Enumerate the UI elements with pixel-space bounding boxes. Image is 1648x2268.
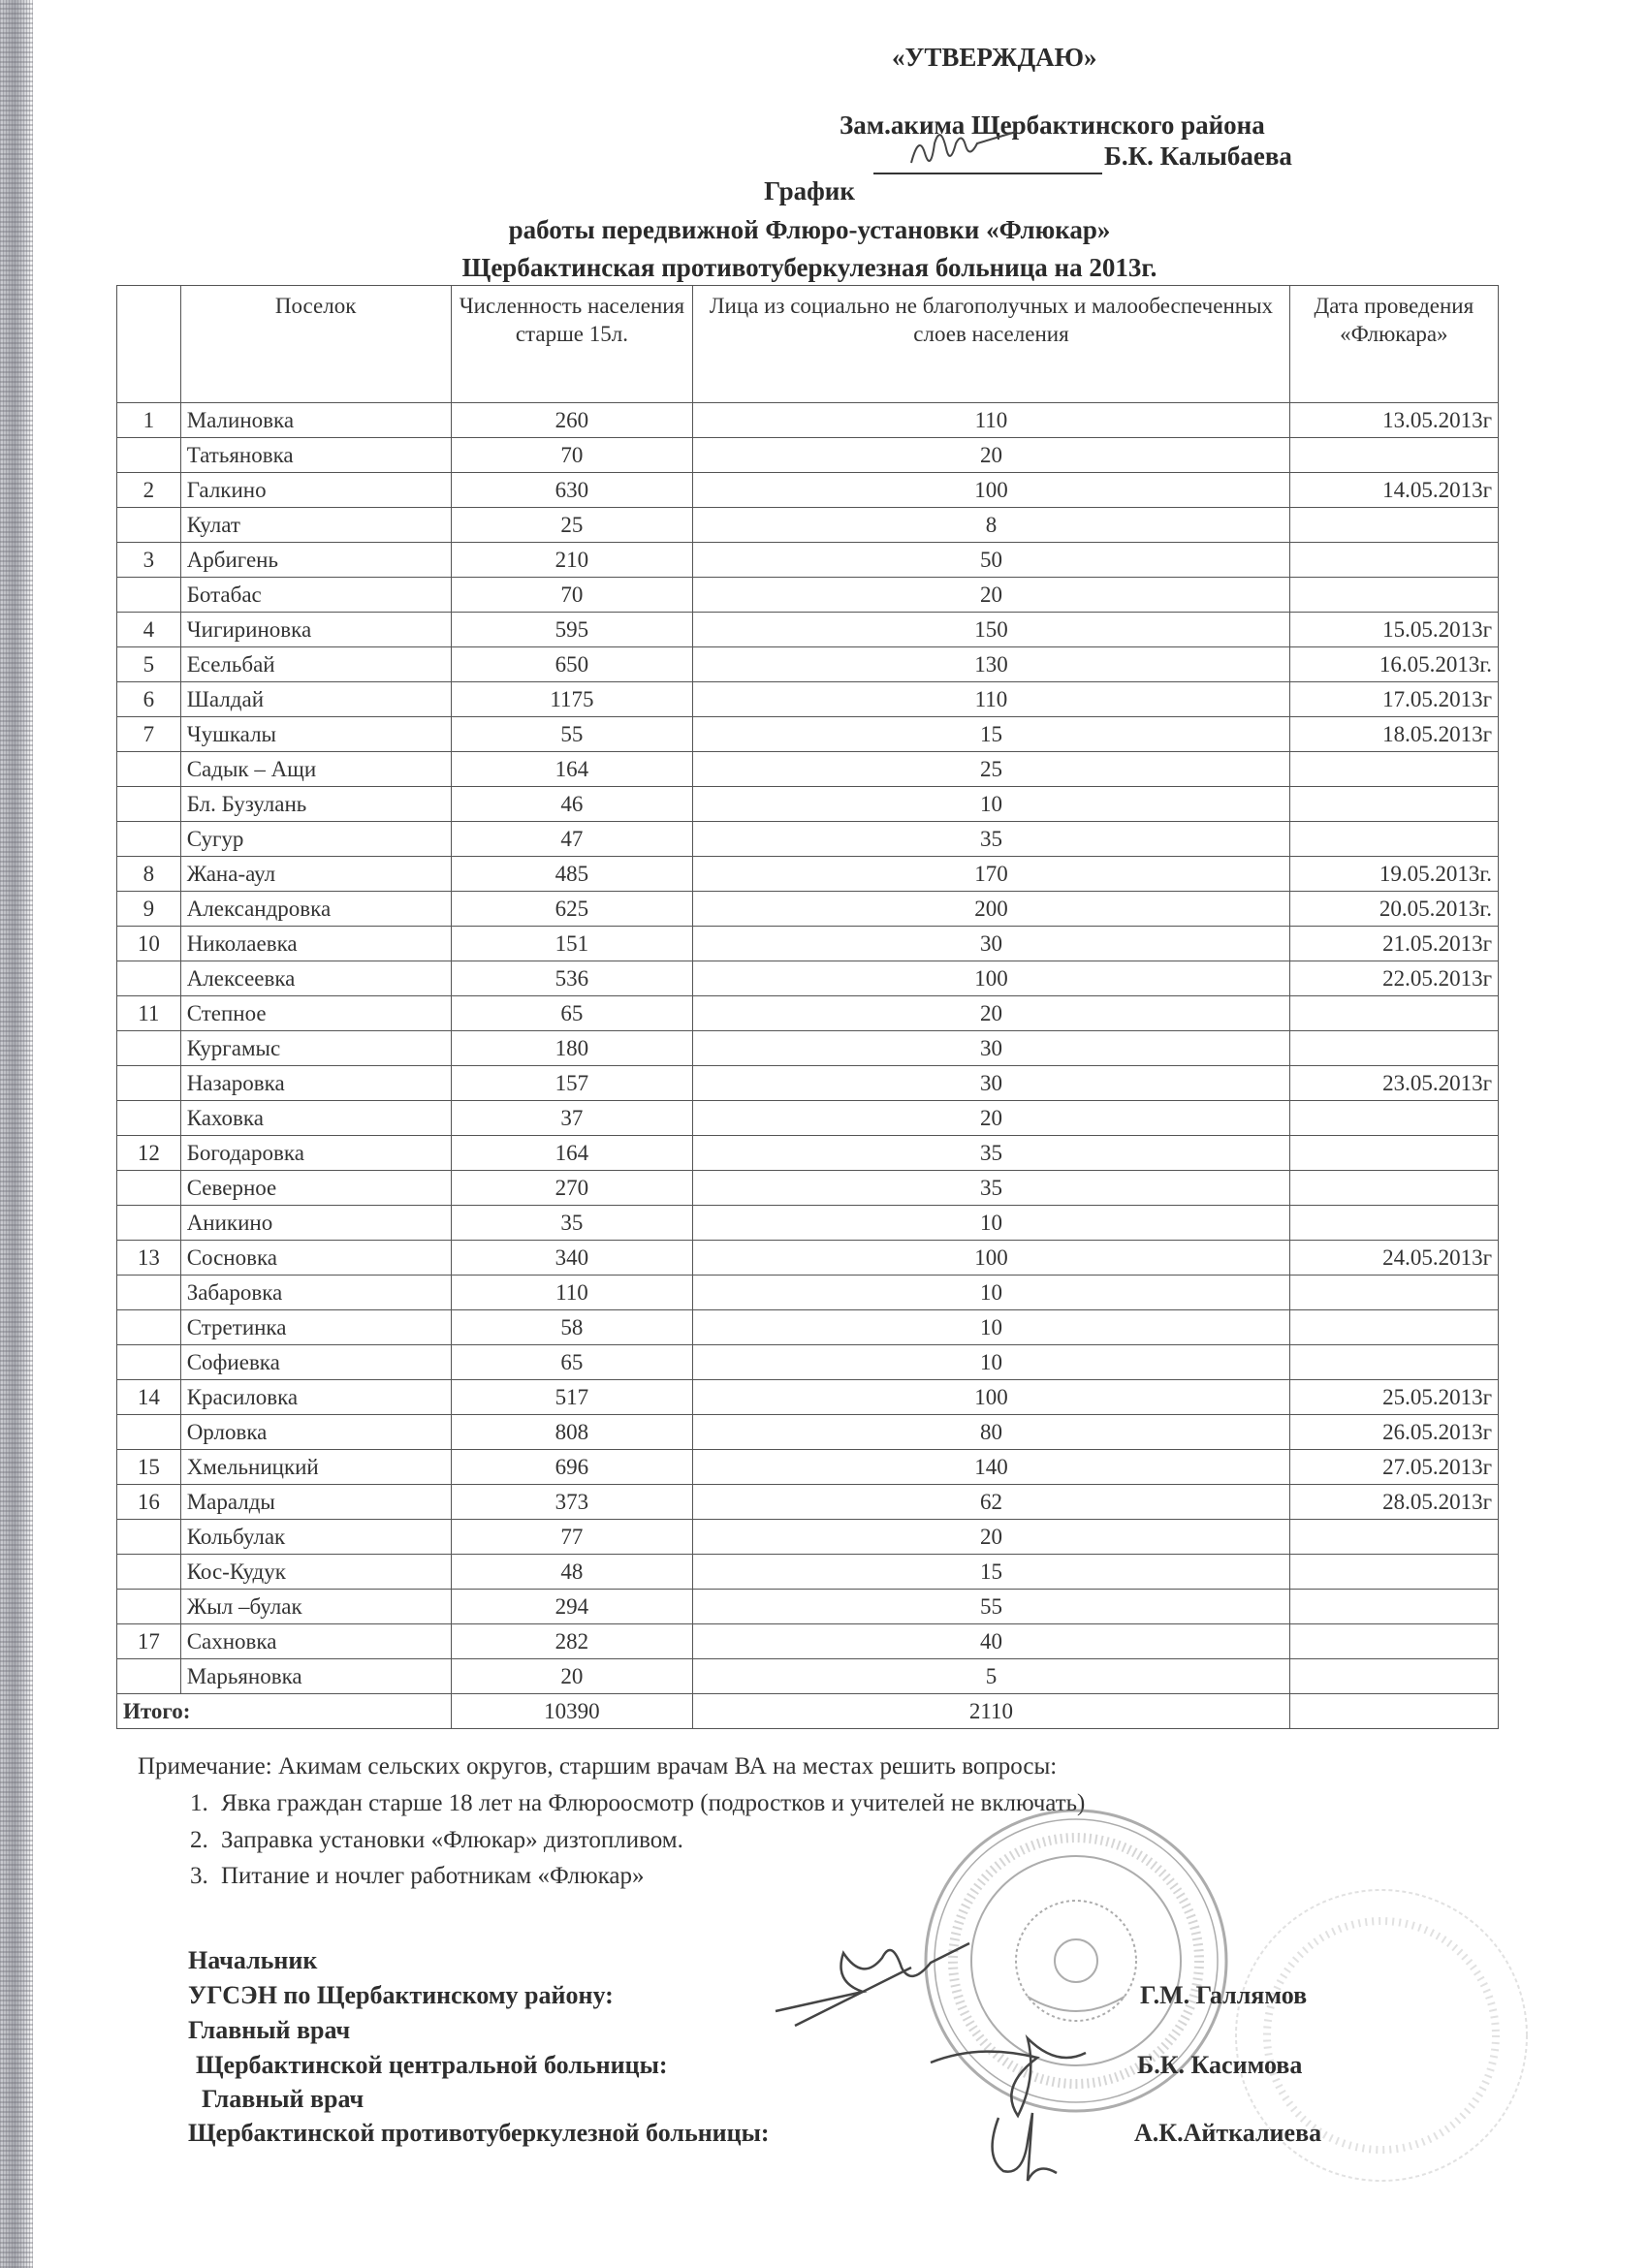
row-village: Алексеевка bbox=[180, 961, 451, 996]
table-row bbox=[117, 473, 1499, 508]
table-total-row bbox=[117, 1694, 1499, 1729]
signatory-2-name: Б.К. Касимова bbox=[1137, 2051, 1303, 2079]
row-number: 4 bbox=[117, 613, 181, 647]
row-date bbox=[1289, 1624, 1498, 1659]
note-item-1-marker: 1. bbox=[190, 1790, 208, 1816]
total-label: Итого: bbox=[117, 1694, 452, 1729]
row-date: 22.05.2013г bbox=[1289, 961, 1498, 996]
table-row bbox=[117, 1555, 1499, 1590]
row-social: 20 bbox=[693, 578, 1289, 613]
row-social: 40 bbox=[693, 1624, 1289, 1659]
row-social: 15 bbox=[693, 717, 1289, 752]
row-population: 485 bbox=[451, 857, 693, 892]
row-population: 650 bbox=[451, 647, 693, 682]
row-date bbox=[1289, 1310, 1498, 1345]
note-item-3: Питание и ночлег работникам «Флюкар» bbox=[221, 1863, 645, 1889]
table-row bbox=[117, 1241, 1499, 1276]
row-social: 10 bbox=[693, 1276, 1289, 1310]
row-village: Маралды bbox=[180, 1485, 451, 1520]
row-number: 16 bbox=[117, 1485, 181, 1520]
table-row bbox=[117, 682, 1499, 717]
row-number bbox=[117, 1031, 181, 1066]
row-population: 180 bbox=[451, 1031, 693, 1066]
row-village: Кулат bbox=[180, 508, 451, 543]
table-row bbox=[117, 822, 1499, 857]
header-village: Поселок bbox=[180, 286, 451, 403]
row-date bbox=[1289, 578, 1498, 613]
row-village: Ботабас bbox=[180, 578, 451, 613]
row-village: Есельбай bbox=[180, 647, 451, 682]
row-social: 20 bbox=[693, 1101, 1289, 1136]
row-date: 14.05.2013г bbox=[1289, 473, 1498, 508]
table-row bbox=[117, 647, 1499, 682]
row-population: 696 bbox=[451, 1450, 693, 1485]
row-number bbox=[117, 1066, 181, 1101]
row-population: 157 bbox=[451, 1066, 693, 1101]
row-social: 10 bbox=[693, 787, 1289, 822]
table-row bbox=[117, 1136, 1499, 1171]
table-row bbox=[117, 1450, 1499, 1485]
row-number bbox=[117, 822, 181, 857]
scan-edge-noise bbox=[0, 0, 33, 2268]
row-village: Кольбулак bbox=[180, 1520, 451, 1555]
row-number bbox=[117, 438, 181, 473]
signatory-2-title: Главный врач bbox=[188, 2016, 351, 2044]
total-social: 2110 bbox=[693, 1694, 1289, 1729]
row-population: 625 bbox=[451, 892, 693, 927]
row-village: Чигириновка bbox=[180, 613, 451, 647]
table-row bbox=[117, 438, 1499, 473]
row-date: 15.05.2013г bbox=[1289, 613, 1498, 647]
row-date: 20.05.2013г. bbox=[1289, 892, 1498, 927]
table-row bbox=[117, 543, 1499, 578]
table-row bbox=[117, 927, 1499, 961]
row-village: Сахновка bbox=[180, 1624, 451, 1659]
signatory-1-name: Г.М. Галлямов bbox=[1140, 1981, 1308, 2009]
table-row bbox=[117, 1520, 1499, 1555]
row-number bbox=[117, 1171, 181, 1206]
approval-position: Зам.акима Щербактинского района bbox=[840, 110, 1265, 140]
row-social: 170 bbox=[693, 857, 1289, 892]
row-population: 282 bbox=[451, 1624, 693, 1659]
row-village: Николаевка bbox=[180, 927, 451, 961]
signatory-3-org: Щербактинской противотуберкулезной больницы: bbox=[188, 2119, 770, 2147]
schedule-table bbox=[116, 285, 1499, 1729]
row-date bbox=[1289, 1520, 1498, 1555]
row-date bbox=[1289, 508, 1498, 543]
total-population: 10390 bbox=[451, 1694, 693, 1729]
table-row bbox=[117, 578, 1499, 613]
row-number: 10 bbox=[117, 927, 181, 961]
row-date: 25.05.2013г bbox=[1289, 1380, 1498, 1415]
row-date: 27.05.2013г bbox=[1289, 1450, 1498, 1485]
row-population: 48 bbox=[451, 1555, 693, 1590]
row-number: 2 bbox=[117, 473, 181, 508]
document-subtitle: работы передвижной Флюро-установки «Флюкар» bbox=[508, 215, 1111, 244]
row-date bbox=[1289, 1136, 1498, 1171]
row-social: 20 bbox=[693, 996, 1289, 1031]
row-number: 14 bbox=[117, 1380, 181, 1415]
row-village: Каховка bbox=[180, 1101, 451, 1136]
row-population: 536 bbox=[451, 961, 693, 996]
note-item-1: Явка граждан старше 18 лет на Флюроосмотр (подростков и учителей не включать) bbox=[221, 1790, 1086, 1816]
row-social: 35 bbox=[693, 1136, 1289, 1171]
document-institution: Щербактинская противотуберкулезная больница на 2013г. bbox=[461, 253, 1157, 282]
row-date bbox=[1289, 1659, 1498, 1694]
row-social: 110 bbox=[693, 682, 1289, 717]
row-village: Красиловка bbox=[180, 1380, 451, 1415]
row-population: 55 bbox=[451, 717, 693, 752]
approval-signature-line bbox=[873, 173, 1102, 174]
row-population: 77 bbox=[451, 1520, 693, 1555]
signatory-1-org: УГСЭН по Щербактинскому району: bbox=[188, 1981, 614, 2009]
row-population: 595 bbox=[451, 613, 693, 647]
row-population: 20 bbox=[451, 1659, 693, 1694]
row-population: 65 bbox=[451, 1345, 693, 1380]
row-village: Северное bbox=[180, 1171, 451, 1206]
row-number bbox=[117, 578, 181, 613]
row-social: 20 bbox=[693, 438, 1289, 473]
row-population: 65 bbox=[451, 996, 693, 1031]
row-population: 70 bbox=[451, 438, 693, 473]
row-village: Богодаровка bbox=[180, 1136, 451, 1171]
row-number bbox=[117, 1520, 181, 1555]
table-row bbox=[117, 613, 1499, 647]
row-date bbox=[1289, 543, 1498, 578]
row-number bbox=[117, 1555, 181, 1590]
row-village: Орловка bbox=[180, 1415, 451, 1450]
signatory-3-title: Главный врач bbox=[202, 2085, 364, 2113]
table-row bbox=[117, 752, 1499, 787]
row-social: 150 bbox=[693, 613, 1289, 647]
row-number: 1 bbox=[117, 403, 181, 438]
row-date: 19.05.2013г. bbox=[1289, 857, 1498, 892]
row-date bbox=[1289, 996, 1498, 1031]
row-number: 11 bbox=[117, 996, 181, 1031]
header-social: Лица из социально не благополучных и малообеспеченных слоев населения bbox=[693, 286, 1289, 403]
table-row bbox=[117, 1171, 1499, 1206]
row-population: 270 bbox=[451, 1171, 693, 1206]
table-row bbox=[117, 1659, 1499, 1694]
row-village: Сосновка bbox=[180, 1241, 451, 1276]
row-social: 100 bbox=[693, 1380, 1289, 1415]
row-number bbox=[117, 1276, 181, 1310]
row-number bbox=[117, 752, 181, 787]
row-social: 25 bbox=[693, 752, 1289, 787]
row-population: 35 bbox=[451, 1206, 693, 1241]
row-social: 30 bbox=[693, 927, 1289, 961]
table-row bbox=[117, 1066, 1499, 1101]
row-number bbox=[117, 1659, 181, 1694]
row-date: 21.05.2013г bbox=[1289, 927, 1498, 961]
row-number: 9 bbox=[117, 892, 181, 927]
note-item-2-marker: 2. bbox=[190, 1827, 208, 1853]
row-population: 151 bbox=[451, 927, 693, 961]
row-social: 130 bbox=[693, 647, 1289, 682]
row-date bbox=[1289, 1590, 1498, 1624]
header-date: Дата проведения «Флюкара» bbox=[1289, 286, 1498, 403]
row-population: 46 bbox=[451, 787, 693, 822]
row-village: Марьяновка bbox=[180, 1659, 451, 1694]
table-row bbox=[117, 403, 1499, 438]
row-social: 20 bbox=[693, 1520, 1289, 1555]
row-population: 260 bbox=[451, 403, 693, 438]
row-number: 5 bbox=[117, 647, 181, 682]
row-number: 15 bbox=[117, 1450, 181, 1485]
row-number: 12 bbox=[117, 1136, 181, 1171]
row-population: 373 bbox=[451, 1485, 693, 1520]
row-date: 24.05.2013г bbox=[1289, 1241, 1498, 1276]
table-row bbox=[117, 1415, 1499, 1450]
row-date bbox=[1289, 787, 1498, 822]
row-date: 17.05.2013г bbox=[1289, 682, 1498, 717]
row-number: 6 bbox=[117, 682, 181, 717]
notes-intro: Примечание: Акимам сельских округов, старшим врачам ВА на местах решить вопросы: bbox=[138, 1753, 1058, 1780]
row-population: 37 bbox=[451, 1101, 693, 1136]
table-row bbox=[117, 787, 1499, 822]
row-date bbox=[1289, 1171, 1498, 1206]
row-number bbox=[117, 961, 181, 996]
row-village: Бл. Бузулань bbox=[180, 787, 451, 822]
row-number bbox=[117, 1345, 181, 1380]
table-row bbox=[117, 1206, 1499, 1241]
row-village: Стретинка bbox=[180, 1310, 451, 1345]
table-row bbox=[117, 1031, 1499, 1066]
row-social: 62 bbox=[693, 1485, 1289, 1520]
row-population: 340 bbox=[451, 1241, 693, 1276]
row-social: 100 bbox=[693, 473, 1289, 508]
row-social: 80 bbox=[693, 1415, 1289, 1450]
signatory-1-title: Начальник bbox=[188, 1946, 318, 1974]
row-date bbox=[1289, 1345, 1498, 1380]
row-population: 25 bbox=[451, 508, 693, 543]
row-date: 13.05.2013г bbox=[1289, 403, 1498, 438]
row-population: 294 bbox=[451, 1590, 693, 1624]
table-row bbox=[117, 508, 1499, 543]
row-population: 517 bbox=[451, 1380, 693, 1415]
row-social: 35 bbox=[693, 1171, 1289, 1206]
row-number bbox=[117, 1310, 181, 1345]
row-population: 70 bbox=[451, 578, 693, 613]
row-social: 8 bbox=[693, 508, 1289, 543]
row-date bbox=[1289, 1101, 1498, 1136]
table-row bbox=[117, 857, 1499, 892]
row-village: Жыл –булак bbox=[180, 1590, 451, 1624]
signature-gallyamov-icon bbox=[776, 1943, 969, 2026]
row-social: 55 bbox=[693, 1590, 1289, 1624]
row-social: 110 bbox=[693, 403, 1289, 438]
row-date: 18.05.2013г bbox=[1289, 717, 1498, 752]
row-village: Забаровка bbox=[180, 1276, 451, 1310]
document-title: График bbox=[764, 176, 855, 205]
row-population: 58 bbox=[451, 1310, 693, 1345]
row-social: 10 bbox=[693, 1310, 1289, 1345]
row-village: Хмельницкий bbox=[180, 1450, 451, 1485]
row-social: 30 bbox=[693, 1066, 1289, 1101]
row-number: 7 bbox=[117, 717, 181, 752]
row-date bbox=[1289, 1276, 1498, 1310]
row-number: 8 bbox=[117, 857, 181, 892]
row-village: Аникино bbox=[180, 1206, 451, 1241]
row-date bbox=[1289, 1031, 1498, 1066]
table-header-row bbox=[117, 286, 1499, 403]
note-item-2: Заправка установки «Флюкар» дизтопливом. bbox=[221, 1827, 683, 1853]
table-row bbox=[117, 1590, 1499, 1624]
row-number bbox=[117, 508, 181, 543]
row-social: 100 bbox=[693, 961, 1289, 996]
row-number bbox=[117, 787, 181, 822]
row-village: Кургамыс bbox=[180, 1031, 451, 1066]
row-social: 35 bbox=[693, 822, 1289, 857]
row-village: Жана-аул bbox=[180, 857, 451, 892]
row-social: 200 bbox=[693, 892, 1289, 927]
row-number bbox=[117, 1415, 181, 1450]
row-village: Степное bbox=[180, 996, 451, 1031]
table-row bbox=[117, 717, 1499, 752]
row-number bbox=[117, 1206, 181, 1241]
total-date bbox=[1289, 1694, 1498, 1729]
row-date: 16.05.2013г. bbox=[1289, 647, 1498, 682]
approval-heading: «УТВЕРЖДАЮ» bbox=[892, 43, 1097, 72]
table-row bbox=[117, 1624, 1499, 1659]
table-row bbox=[117, 1380, 1499, 1415]
header-population: Численность населения старше 15л. bbox=[451, 286, 693, 403]
signature-kasimova-icon bbox=[931, 2038, 1086, 2116]
row-date bbox=[1289, 822, 1498, 857]
row-social: 10 bbox=[693, 1206, 1289, 1241]
row-date bbox=[1289, 1555, 1498, 1590]
row-social: 5 bbox=[693, 1659, 1289, 1694]
row-social: 30 bbox=[693, 1031, 1289, 1066]
note-item-3-marker: 3. bbox=[190, 1863, 208, 1889]
table-row bbox=[117, 1101, 1499, 1136]
row-social: 50 bbox=[693, 543, 1289, 578]
row-population: 110 bbox=[451, 1276, 693, 1310]
row-date bbox=[1289, 752, 1498, 787]
table-row bbox=[117, 1345, 1499, 1380]
table-row bbox=[117, 961, 1499, 996]
row-date: 26.05.2013г bbox=[1289, 1415, 1498, 1450]
row-village: Арбигень bbox=[180, 543, 451, 578]
row-number: 13 bbox=[117, 1241, 181, 1276]
row-date: 28.05.2013г bbox=[1289, 1485, 1498, 1520]
signatory-2-org: Щербактинской центральной больницы: bbox=[196, 2051, 668, 2079]
row-population: 47 bbox=[451, 822, 693, 857]
signatory-3-name: А.К.Айткалиева bbox=[1134, 2119, 1322, 2147]
table-row bbox=[117, 1485, 1499, 1520]
row-village: Чушкалы bbox=[180, 717, 451, 752]
row-village: Шалдай bbox=[180, 682, 451, 717]
row-village: Татьяновка bbox=[180, 438, 451, 473]
row-village: Софиевка bbox=[180, 1345, 451, 1380]
row-population: 164 bbox=[451, 1136, 693, 1171]
header-number bbox=[117, 286, 181, 403]
row-population: 1175 bbox=[451, 682, 693, 717]
row-village: Садык – Ащи bbox=[180, 752, 451, 787]
row-population: 210 bbox=[451, 543, 693, 578]
approval-name: Б.К. Калыбаева bbox=[1104, 142, 1292, 171]
row-population: 808 bbox=[451, 1415, 693, 1450]
table-row bbox=[117, 1310, 1499, 1345]
signature-aitkalieva-icon bbox=[993, 2113, 1057, 2181]
row-date bbox=[1289, 438, 1498, 473]
row-number: 17 bbox=[117, 1624, 181, 1659]
table-row bbox=[117, 996, 1499, 1031]
row-social: 140 bbox=[693, 1450, 1289, 1485]
row-number bbox=[117, 1590, 181, 1624]
table-row bbox=[117, 892, 1499, 927]
row-village: Александровка bbox=[180, 892, 451, 927]
table-row bbox=[117, 1276, 1499, 1310]
row-date: 23.05.2013г bbox=[1289, 1066, 1498, 1101]
row-number: 3 bbox=[117, 543, 181, 578]
row-village: Малиновка bbox=[180, 403, 451, 438]
row-village: Сугур bbox=[180, 822, 451, 857]
row-population: 630 bbox=[451, 473, 693, 508]
row-date bbox=[1289, 1206, 1498, 1241]
row-village: Галкино bbox=[180, 473, 451, 508]
row-social: 100 bbox=[693, 1241, 1289, 1276]
row-population: 164 bbox=[451, 752, 693, 787]
row-village: Кос-Кудук bbox=[180, 1555, 451, 1590]
row-social: 15 bbox=[693, 1555, 1289, 1590]
row-number bbox=[117, 1101, 181, 1136]
row-village: Назаровка bbox=[180, 1066, 451, 1101]
row-social: 10 bbox=[693, 1345, 1289, 1380]
